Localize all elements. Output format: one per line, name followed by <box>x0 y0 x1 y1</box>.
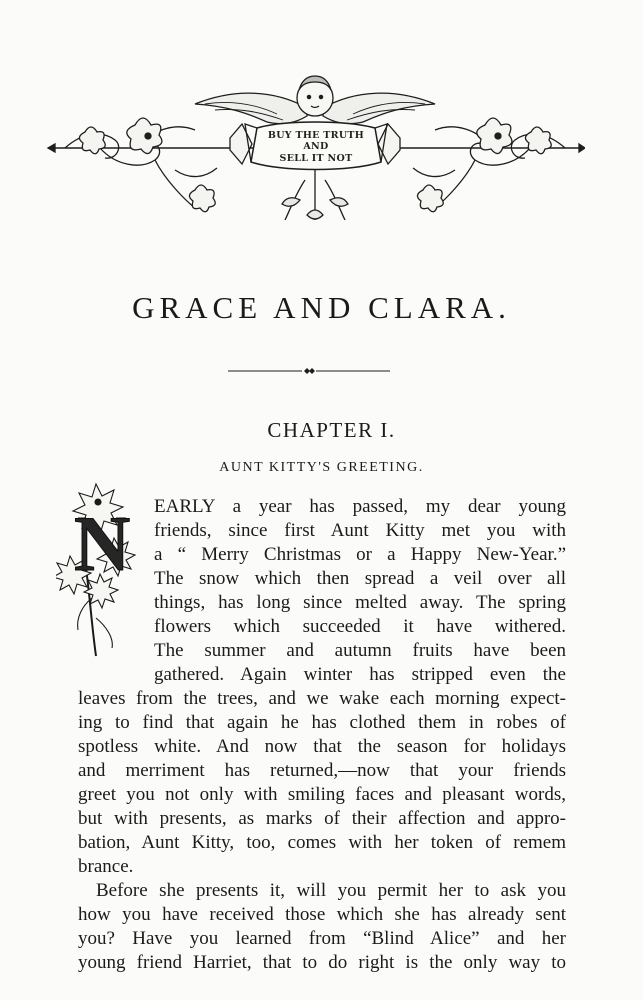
drop-cap-letter: N <box>74 500 131 587</box>
text-line: and merriment has returned,—now that your friends <box>78 760 566 781</box>
text-line: The snow which then spread a veil over all <box>154 568 566 589</box>
motto-line-1: BUY THE TRUTH <box>267 130 365 141</box>
text-line: things, has long since melted away. The spring <box>154 592 566 613</box>
text-line: you? Have you learned from “Blind Alice” and her <box>78 928 566 949</box>
ornamental-headpiece <box>45 70 585 230</box>
chapter-subtitle: AUNT KITTY'S GREETING. <box>219 460 424 475</box>
text-line: Before she presents it, will you permit her to ask you <box>96 880 566 901</box>
text-line: flowers which succeeded it have withered. <box>154 616 566 637</box>
text-line: spotless white. And now that the season for holidays <box>78 736 566 757</box>
text-line: ing to find that again he has clothed them in robes of <box>78 712 566 733</box>
text-line: young friend Harriet, that to do right is the only way to <box>78 952 566 973</box>
text-line: gathered. Again winter has stripped even the <box>154 664 566 685</box>
text-line: greet you not only with smiling faces and pleasant words, <box>78 784 566 805</box>
text-line: friends, since first Aunt Kitty met you with <box>154 520 566 541</box>
text-line: brance. <box>78 856 134 877</box>
text-line: EARLY a year has passed, my dear young <box>154 496 566 517</box>
chapter-heading: CHAPTER I. <box>267 418 396 442</box>
text-line: leaves from the trees, and we wake each morning expect- <box>78 688 566 709</box>
decorative-rule <box>228 365 390 377</box>
motto-line-3: SELL IT NOT <box>279 153 353 164</box>
text-line: bation, Aunt Kitty, too, comes with her token of remem <box>78 832 566 853</box>
text-line: a “ Merry Christmas or a Happy New-Year.” <box>154 544 566 565</box>
text-line: The summer and autumn fruits have been <box>154 640 566 661</box>
book-title: GRACE AND CLARA. <box>132 290 511 325</box>
motto-line-2: AND <box>303 141 329 152</box>
text-line: how you have received those which she has already sent <box>78 904 566 925</box>
ornamental-drop-cap <box>56 478 154 658</box>
text-line: but with presents, as marks of their affection and appro- <box>78 808 566 829</box>
